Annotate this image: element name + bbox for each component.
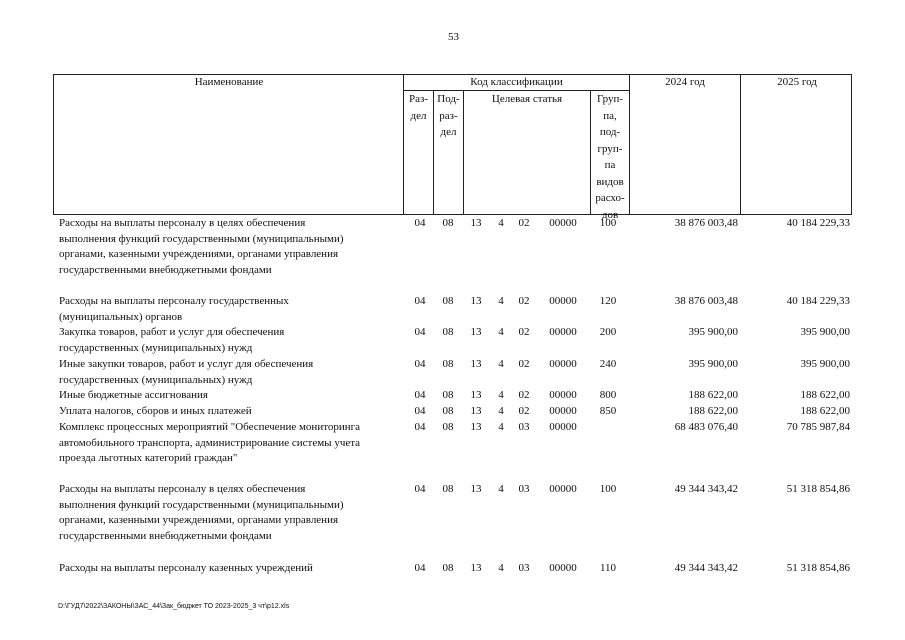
row-target-3: 03 [518,421,530,433]
row-2025: 51 318 854,86 [786,562,850,574]
row-name-line: государственными внебюджетными фондами [59,529,272,542]
row-target-1: 13 [470,562,482,574]
row-podrazdel: 08 [442,483,454,495]
header-podrazdel-line: Под- [437,93,460,105]
row-name-line: государственных (муниципальных) нужд [59,341,253,354]
header-target-border [463,90,464,214]
row-target-3: 02 [518,405,530,417]
header-group [591,91,629,223]
row-podrazdel: 08 [442,326,454,338]
row-podrazdel: 08 [442,295,454,307]
header-name: Наименование [194,76,264,88]
row-name [59,420,404,467]
row-group: 240 [599,358,617,370]
header-razdel [404,91,433,124]
row-target-1: 13 [470,483,482,495]
row-target-4: 00000 [549,562,577,574]
header-2024-border [629,75,630,214]
header-podrazdel-line: раз- [439,109,458,122]
row-target-4: 00000 [549,217,577,229]
row-target-2: 4 [498,295,504,307]
row-name [59,482,404,544]
row-razdel: 04 [414,421,426,433]
row-name-line: государственными внебюджетными фондами [59,263,272,276]
row-2024: 38 876 003,48 [674,217,738,229]
row-podrazdel: 08 [442,421,454,433]
header-2025: 2025 год [777,76,817,88]
row-target-3: 03 [518,562,530,574]
row-target-3: 03 [518,483,530,495]
row-name-line: Расходы на выплаты персоналу в целях обеспечения [59,483,306,495]
row-target-3: 02 [518,295,530,307]
row-name [59,357,404,388]
row-razdel: 04 [414,326,426,338]
row-target-1: 13 [470,405,482,417]
row-name-line: Комплекс процессных мероприятий "Обеспечение мониторинга [59,421,361,433]
row-name-line: проезда льготных категорий граждан" [59,452,238,464]
row-target-4: 00000 [549,405,577,417]
header-razdel-line: Раз- [408,93,428,105]
header-2024: 2024 год [665,76,705,88]
row-2024: 49 344 343,42 [674,483,738,495]
row-2025: 395 900,00 [800,358,850,370]
row-2025: 188 622,00 [800,389,850,401]
row-name-line: органами, казенными учреждениями, органами управления [59,514,339,526]
header-2025-border [740,75,741,214]
row-target-1: 13 [470,295,482,307]
row-razdel: 04 [414,405,426,417]
row-2025: 40 184 229,33 [786,217,850,229]
row-name-line: Расходы на выплаты персоналу в целях обеспечения [59,217,306,229]
row-target-2: 4 [498,421,504,433]
header-razdel-line: дел [410,109,427,122]
row-name-line: (муниципальных) органов [59,310,183,323]
row-target-2: 4 [498,326,504,338]
row-name-line: Уплата налогов, сборов и иных платежей [59,405,252,417]
row-target-1: 13 [470,217,482,229]
row-2024: 68 483 076,40 [674,421,738,433]
row-target-1: 13 [470,421,482,433]
row-name-line: Иные закупки товаров, работ и услуг для обеспечения [59,358,314,370]
row-name-line: выполнения функций государственными (муниципальными) [59,232,344,245]
row-target-3: 02 [518,389,530,401]
row-name-line: автомобильного транспорта, администрирование системы учета [59,436,361,449]
row-name-line: Расходы на выплаты персоналу государственных [59,295,289,307]
header-group-line: под- [599,126,621,138]
row-2025: 395 900,00 [800,326,850,338]
row-group: 850 [599,405,617,417]
row-target-1: 13 [470,358,482,370]
row-razdel: 04 [414,389,426,401]
header-group-line: па [604,159,616,171]
row-razdel: 04 [414,562,426,574]
row-name [59,561,404,577]
header-group-line: видов [596,175,624,188]
row-2025: 51 318 854,86 [786,483,850,495]
row-name-line: государственных (муниципальных) нужд [59,373,253,386]
row-group: 110 [599,562,617,574]
row-target-2: 4 [498,389,504,401]
row-name [59,388,404,404]
header-group-line: расхо- [595,192,625,204]
row-target-1: 13 [470,326,482,338]
row-group: 120 [599,295,617,307]
row-name-line: Закупка товаров, работ и услуг для обеспечения [59,326,285,338]
row-group: 200 [599,326,617,338]
row-target-1: 13 [470,389,482,401]
row-name [59,325,404,356]
row-razdel: 04 [414,295,426,307]
row-target-2: 4 [498,405,504,417]
row-target-4: 00000 [549,295,577,307]
row-2024: 38 876 003,48 [674,295,738,307]
row-podrazdel: 08 [442,217,454,229]
row-group: 800 [599,389,617,401]
row-razdel: 04 [414,358,426,370]
row-2024: 395 900,00 [688,358,738,370]
row-podrazdel: 08 [442,389,454,401]
row-target-4: 00000 [549,421,577,433]
row-podrazdel: 08 [442,562,454,574]
row-name [59,294,404,325]
row-target-4: 00000 [549,389,577,401]
row-target-4: 00000 [549,358,577,370]
header-target: Целевая статья [491,93,563,105]
row-2024: 49 344 343,42 [674,562,738,574]
row-target-4: 00000 [549,326,577,338]
header-group-line: дов [601,208,619,221]
row-2025: 70 785 987,84 [786,421,850,433]
row-razdel: 04 [414,217,426,229]
row-target-3: 02 [518,326,530,338]
row-name [59,404,404,420]
file-path-footer: D:\ГУД7\2022\ЗАКОНЫ\ЗАС_44\Зак_бюджет ТО 2023-2025_3 чт\р12.xls [58,603,290,610]
row-target-2: 4 [498,562,504,574]
row-target-2: 4 [498,358,504,370]
row-2025: 188 622,00 [800,405,850,417]
row-2025: 40 184 229,33 [786,295,850,307]
row-target-4: 00000 [549,483,577,495]
header-group-line: па, [603,109,617,122]
row-2024: 188 622,00 [688,389,738,401]
row-name-line: Расходы на выплаты персоналу казенных учреждений [59,562,313,574]
page-number: 53 [448,31,459,43]
header-group-line: Груп- [596,93,624,105]
header-podrazdel [434,91,463,141]
row-razdel: 04 [414,483,426,495]
header-podrazdel-line: дел [440,126,457,138]
row-group: 100 [599,217,617,229]
header-group-line: груп- [597,142,623,155]
row-target-3: 02 [518,358,530,370]
row-target-2: 4 [498,483,504,495]
row-podrazdel: 08 [442,358,454,370]
header-code: Код классификации [470,76,563,88]
row-2024: 395 900,00 [688,326,738,338]
row-target-2: 4 [498,217,504,229]
row-name-line: выполнения функций государственными (муниципальными) [59,498,344,511]
row-name-line: органами, казенными учреждениями, органами управления [59,248,339,260]
row-group: 100 [599,483,617,495]
table-header [53,74,852,221]
row-podrazdel: 08 [442,405,454,417]
row-name-line: Иные бюджетные ассигнования [59,389,208,401]
row-name [59,216,404,278]
row-target-3: 02 [518,217,530,229]
row-2024: 188 622,00 [688,405,738,417]
